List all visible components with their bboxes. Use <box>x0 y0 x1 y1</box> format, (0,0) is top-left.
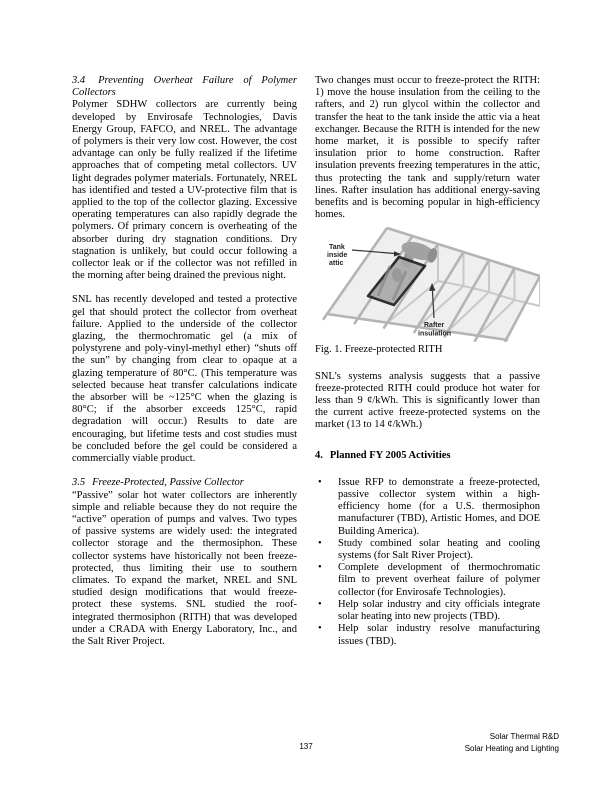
bullet-icon: • <box>318 562 322 574</box>
bullet-icon: • <box>318 623 322 635</box>
section-title: Freeze-Protected, Passive Collector <box>92 477 244 489</box>
rith-roof-drawing <box>315 226 540 342</box>
section-number: 4. <box>315 449 323 461</box>
bullet-text: Complete development of thermochromatic film to prevent overheat failure of polymer collector (for Envirosafe Technologies). <box>338 562 540 598</box>
bullet-icon: • <box>318 537 322 549</box>
tank-label-line3: attic <box>329 260 344 268</box>
page-number: 137 <box>299 742 313 751</box>
bullet-text: Help solar industry and city officials integrate solar heating into new projects (TBD). <box>338 598 540 623</box>
bullet-text: Help solar industry resolve manufacturing issues (TBD). <box>338 623 540 647</box>
list-item <box>315 599 540 623</box>
section-heading-3-5 <box>72 477 297 489</box>
paragraph-passive-collectors: “Passive” solar hot water collectors are inherently simple and reliable because they do not require the “active” operation of pumps and valves. Two types of passive systems are widely used: the integrated collector storage and the thermosiphon. These collector systems have historically not been freeze-protected, thus limiting their use to southern climates. To expand the market, NREL and SNL studied design modifications that would freeze-protect these systems. SNL studied the roof-integrated thermosiphon (RITH) that was developed under a CRADA with Energy Laboratory, Inc., and the Salt River Project. <box>72 489 297 647</box>
section-number: 3.5 <box>72 477 86 489</box>
activities-bullet-list <box>315 477 540 648</box>
footer-line-1: Solar Thermal R&D <box>489 732 559 741</box>
paragraph-polymer-collectors: Polymer SDHW collectors are currently being developed by Envirosafe Technologies, Davis Energy Group, FAFCO, and NREL. The advantage of polymers is their very low cost. However, the cost advantage can only be fully realized if the lifetime approaches that of competing metal collectors. UV light degrades polymer materials. Fortunately, NREL has identified and tested a UV-protective film that is applied to the top of the collector glazing. Excessive operating temperatures can also rapidly degrade the polymers. Of primary concern is overheating of the absorber during dry stagnation conditions. Dry stagnation is unlikely, but could occur following a collector leak or if the collector was not refilled in the morning after being drained the previous night. <box>72 99 297 282</box>
list-item <box>315 562 540 599</box>
two-column-body <box>72 75 540 660</box>
paragraph-freeze-protect-changes: Two changes must occur to freeze-protect the RITH: 1) move the house insulation from the ceiling to the rafters, and 2) run glycol within the collector and transfer the heat to the tank inside the attic via a heat exchanger. Because the RITH is intended for the new home market, it is possible to specify rafter insulation prior to home construction. Rafter insulation prevents freezing temperatures in the attic, thus protecting the tank and supply/return water lines. Rafter insulation has additional energy-saving benefits and is becoming popular in high-efficiency homes. <box>315 75 540 221</box>
tank-label-line2: inside <box>327 252 348 260</box>
right-column <box>315 75 540 660</box>
paragraph-systems-analysis: SNL’s systems analysis suggests that a passive freeze-protected RITH could produce hot water for less than 9 ¢/kWh. This is significantly lower than the current active freeze-protected systems on the market (13 to 14 ¢/kWh.) <box>315 370 540 431</box>
section-heading-4 <box>315 450 540 462</box>
tank-label-line1: Tank <box>329 244 345 252</box>
bullet-icon: • <box>318 476 322 488</box>
left-column <box>72 75 297 660</box>
rafter-label-line1: Rafter <box>424 322 445 330</box>
figure-rith-illustration <box>315 226 540 356</box>
section-title: Planned FY 2005 Activities <box>329 449 451 461</box>
rafter-label-line2: insulation <box>418 330 452 338</box>
bullet-text: Issue RFP to demonstrate a freeze-protected, passive collector system within a high-efficiency home (for a U.S. thermosiphon manufacturer (TBD), Artistic Homes, and DOE Building America). <box>338 476 540 537</box>
list-item <box>315 477 540 538</box>
bullet-icon: • <box>318 598 322 610</box>
section-heading-3-4 <box>72 75 297 99</box>
section-title: Preventing Overheat Failure of Polymer Collectors <box>72 75 297 99</box>
list-item <box>315 538 540 562</box>
footer-line-2: Solar Heating and Lighting <box>464 743 559 753</box>
paragraph-protective-gel: SNL has recently developed and tested a protective gel that should protect the collector from overheat failure. Applied to the underside of the collector glazing, the thermochromatic gel (a mix of polystyrene and poly-vinyl-methyl ether) “shuts off the sun” by changing from clear to opaque at a glazing temperature of 80°C. (This temperature was selected because heat transfer calculations indicate the absorber will be ~125°C when the glazing is 80°C; if the absorber exceeds 125°C, rapid degradation will occur.) Results to date are encouraging, but lifetime tests and cost studies must be concluded before the gel could be considered a commercially viable product. <box>72 294 297 465</box>
section-number: 3.4 <box>72 75 86 86</box>
bullet-text: Study combined solar heating and cooling systems (for Salt River Project). <box>338 537 540 562</box>
figure-caption: Fig. 1. Freeze-protected RITH <box>315 344 443 356</box>
list-item <box>315 623 540 647</box>
